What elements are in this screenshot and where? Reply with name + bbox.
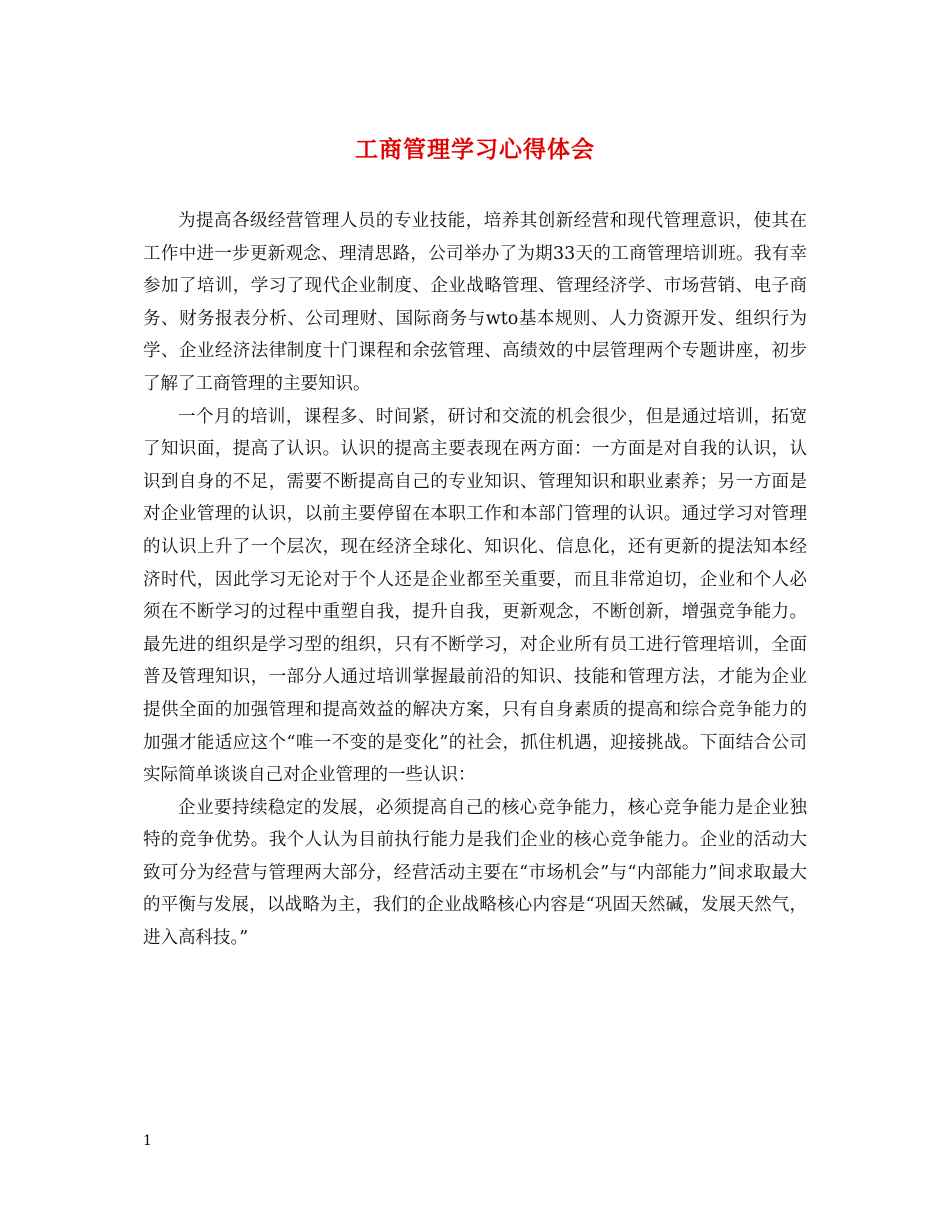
document-title: 工商管理学习心得体会 [355,136,595,163]
paragraph-1: 为提高各级经营管理人员的专业技能，培养其创新经营和现代管理意识，使其在工作中进一步更新观念、理清思路，公司举办了为期33天的工商管理培训班。我有幸参加了培训，学习了现代企业制度、企业战略管理、管理经济学、市场营销、电子商务、财务报表分析、公司理财、国际商务与wto基本规则、人力资源开发、组织行为学、企业经济法律制度十门课程和余弦管理、高绩效的中层管理两个专题讲座，初步了解了工商管理的主要知识。 [143,211,807,394]
paragraph-2: 一个月的培训，课程多、时间紧，研讨和交流的机会很少，但是通过培训，拓宽了知识面，提高了认识。认识的提高主要表现在两方面：一方面是对自我的认识，认识到自身的不足，需要不断提高自己的专业知识、管理知识和职业素养；另一方面是对企业管理的认识，以前主要停留在本职工作和本部门管理的认识。通过学习对管理的认识上升了一个层次，现在经济全球化、知识化、信息化，还有更新的提法知本经济时代，因此学习无论对于个人还是企业都至关重要，而且非常迫切，企业和个人必须在不断学习的过程中重塑自我，提升自我，更新观念，不断创新，增强竞争能力。最先进的组织是学习型的组织，只有不断学习，对企业所有员工进行管理培训，全面普及管理知识，一部分人通过培训掌握最前沿的知识、技能和管理方法，才能为企业提供全面的加强管理和提高效益的解决方案，只有自身素质的提高和综合竞争能力的加强才能适应这个“唯一不变的是变化”的社会，抓住机遇，迎接挑战。下面结合公司实际简单谈谈自己对企业管理的一些认识： [143,406,807,786]
page-number: 1 [143,1133,152,1149]
paragraph-3: 企业要持续稳定的发展，必须提高自己的核心竞争能力，核心竞争能力是企业独特的竞争优势。我个人认为目前执行能力是我们企业的核心竞争能力。企业的活动大致可分为经营与管理两大部分，经营活动主要在“市场机会”与“内部能力”间求取最大的平衡与发展，以战略为主，我们的企业战略核心内容是“巩固天然碱，发展天然气，进入高科技。” [143,797,807,949]
document-body [143,205,807,955]
